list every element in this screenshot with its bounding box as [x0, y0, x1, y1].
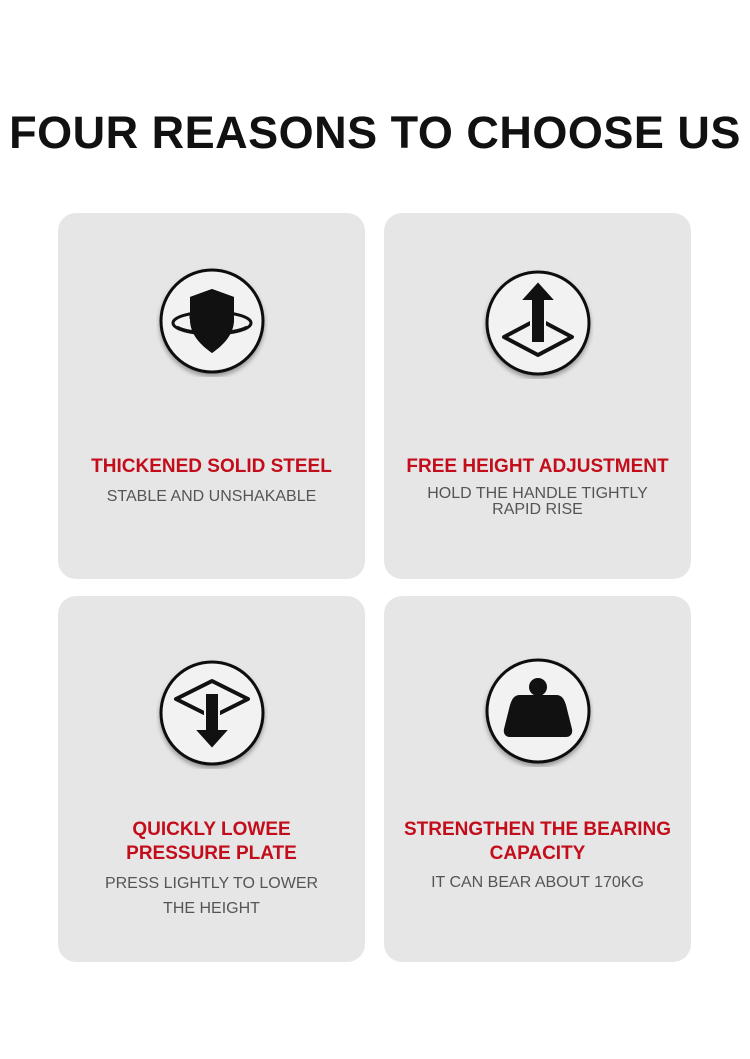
- feature-card-lower: [58, 596, 365, 962]
- arrow-down-icon: [156, 657, 268, 769]
- shield-icon: [156, 265, 268, 377]
- page-title: FOUR REASONS TO CHOOSE US: [9, 107, 741, 158]
- feature-card-height: [384, 213, 691, 579]
- card-title: STRENGTHEN THE BEARING CAPACITY: [403, 819, 672, 864]
- card-title: FREE HEIGHT ADJUSTMENT: [406, 456, 669, 477]
- feature-card-steel: [58, 213, 365, 579]
- card-description: HOLD THE HANDLE TIGHTLY RAPID RISE: [427, 485, 648, 518]
- card-description: IT CAN BEAR ABOUT 170KG: [431, 874, 644, 891]
- arrow-up-icon: [482, 267, 594, 379]
- card-description: PRESS LIGHTLY TO LOWER THE HEIGHT: [104, 875, 319, 917]
- card-description: STABLE AND UNSHAKABLE: [106, 488, 317, 505]
- weight-icon: [482, 655, 594, 767]
- feature-card-bearing: [384, 596, 691, 962]
- card-title: QUICKLY LOWEE PRESSURE PLATE: [126, 819, 297, 864]
- card-title: THICKENED SOLID STEEL: [91, 456, 332, 477]
